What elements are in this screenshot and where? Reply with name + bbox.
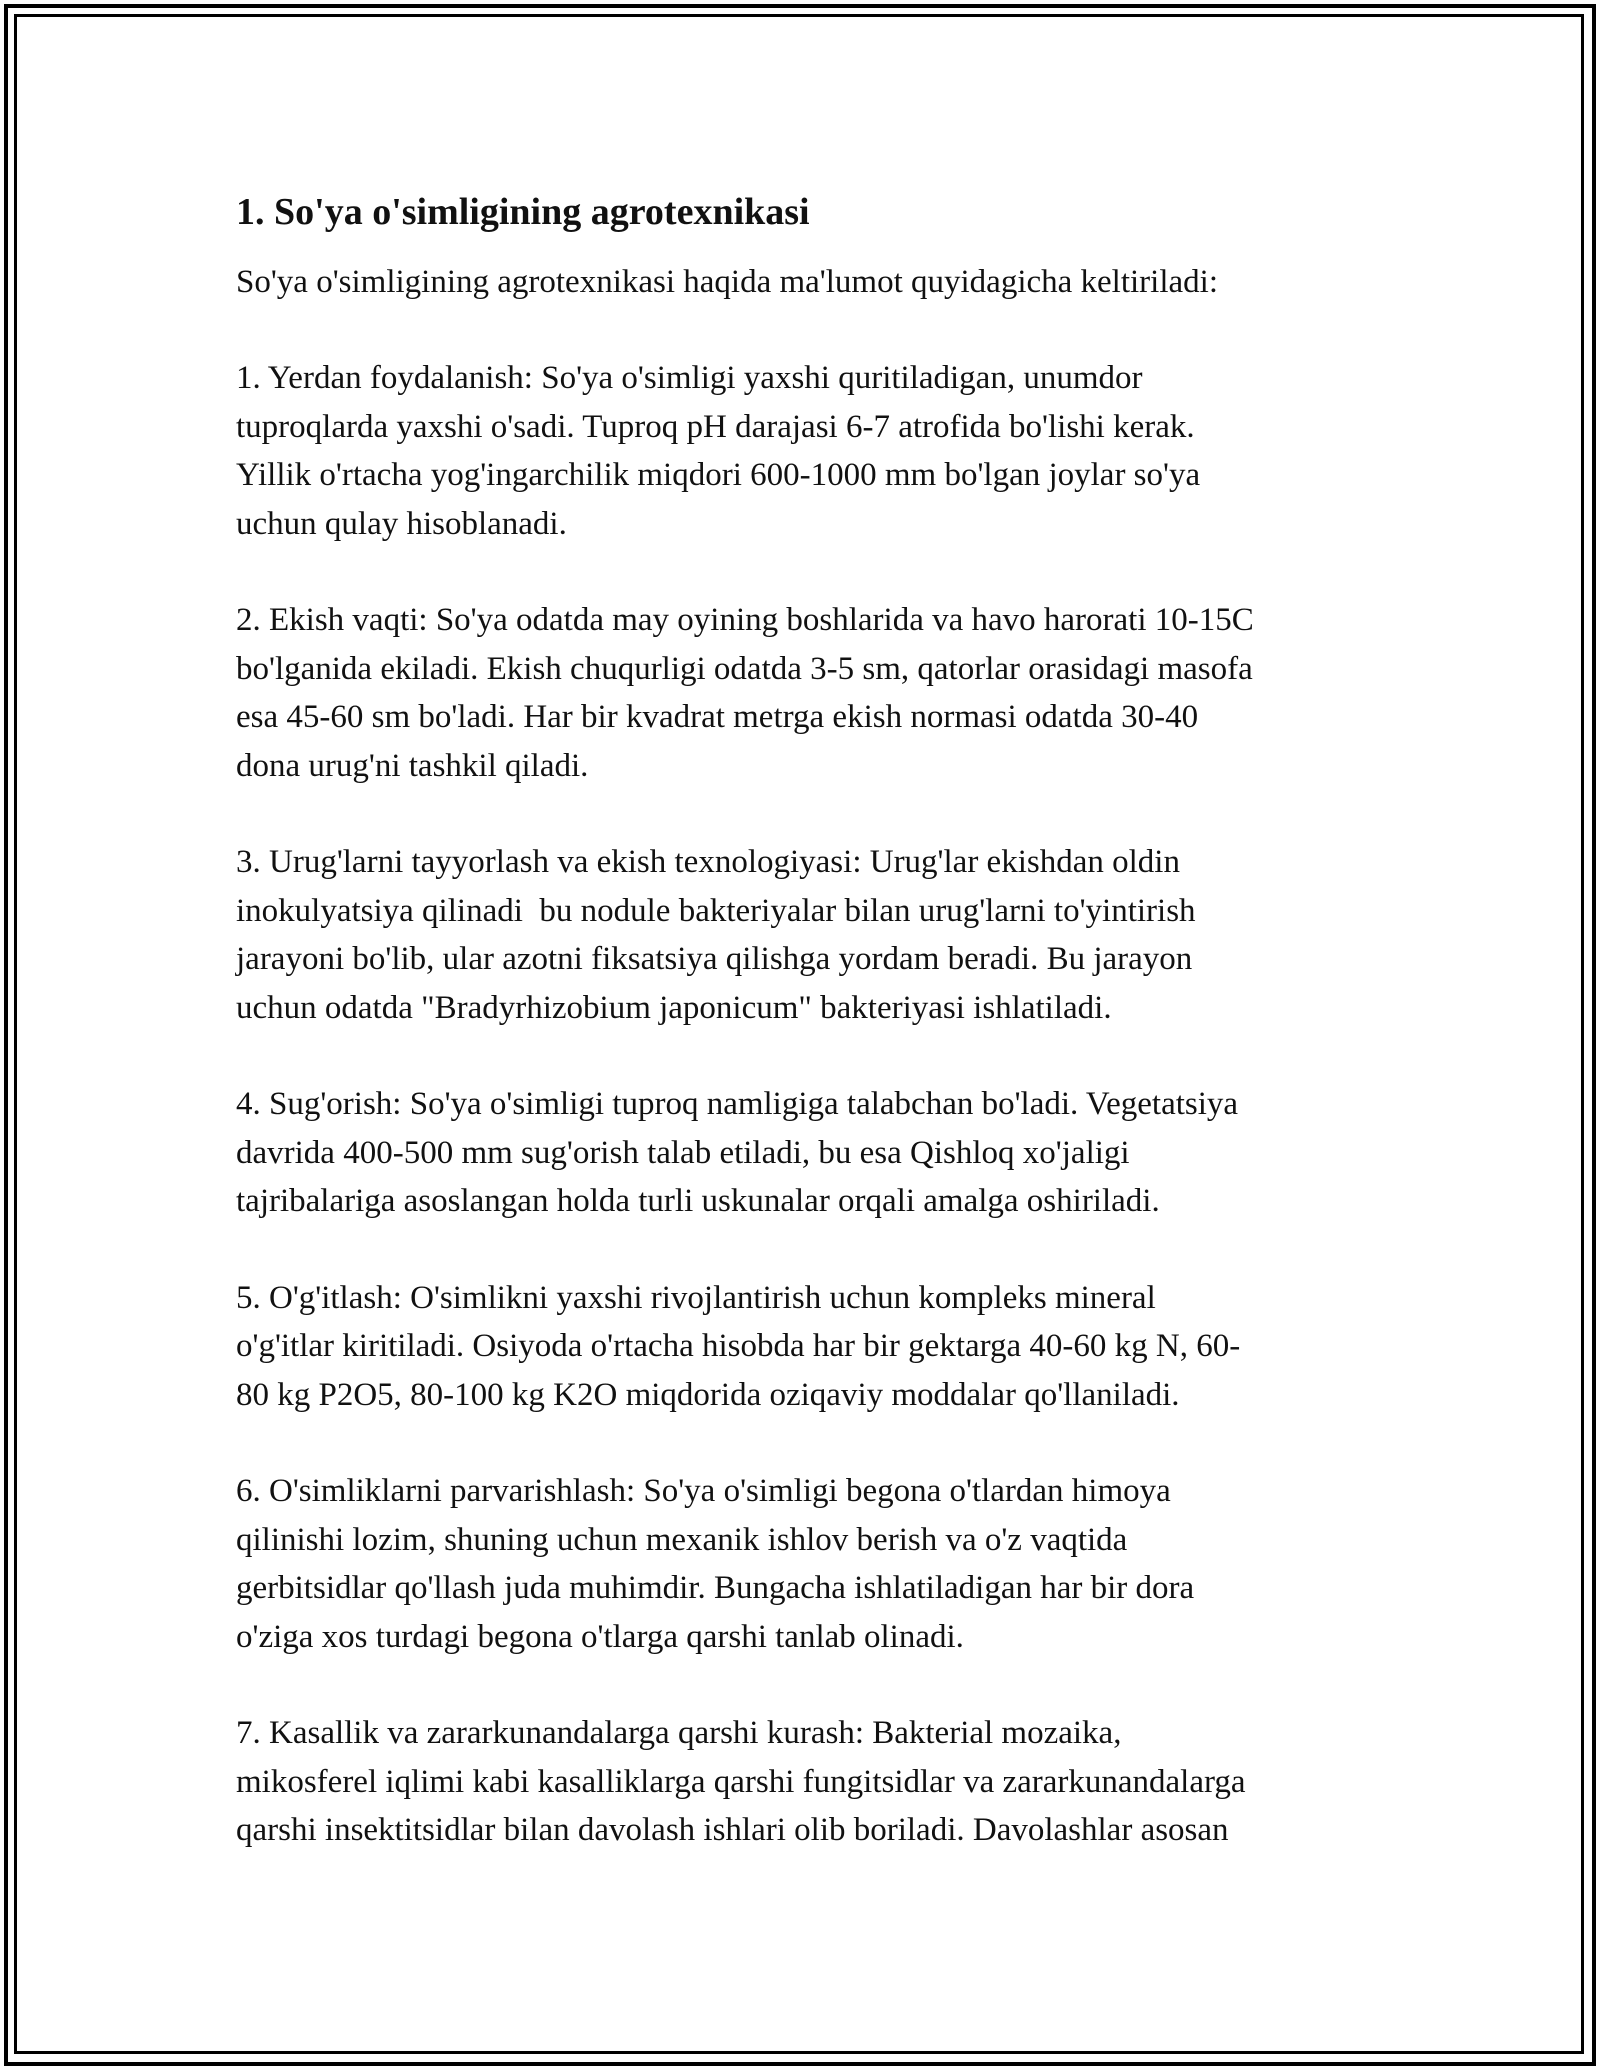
text-line: mikosferel iqlimi kabi kasalliklarga qarshi fungitsidlar va zararkunandalarga	[236, 1763, 1246, 1800]
text-line: dona urug'ni tashkil qiladi.	[236, 747, 589, 784]
text-line: qilinishi lozim, shuning uchun mexanik ishlov berish va o'z vaqtida	[236, 1521, 1128, 1558]
document-body	[236, 186, 1376, 1855]
text-line: gerbitsidlar qo'llash juda muhimdir. Bungacha ishlatiladigan har bir dora	[236, 1570, 1195, 1606]
section-fertilization	[236, 1274, 1376, 1420]
text-line: uchun odatda "Bradyrhizobium japonicum" bakteriyasi ishlatiladi.	[236, 989, 1112, 1026]
text-line: inokulyatsiya qilinadi bu nodule bakteriyalar bilan urug'larni to'yintirish	[236, 892, 1196, 929]
text-line: Yillik o'rtacha yog'ingarchilik miqdori 600-1000 mm bo'lgan joylar so'ya	[236, 457, 1201, 493]
text-line: 7. Kasallik va zararkunandalarga qarshi kurash: Bakterial mozaika,	[236, 1715, 1122, 1751]
text-line: 5. O'g'itlash: O'simlikni yaxshi rivojlantirish uchun kompleks mineral	[236, 1279, 1156, 1316]
intro-paragraph: So'ya o'simligining agrotexnikasi haqida ma'lumot quyidagicha keltiriladi:	[236, 264, 1218, 300]
text-line: jarayoni bo'lib, ular azotni fiksatsiya qilishga yordam beradi. Bu jarayon	[236, 941, 1193, 977]
section-pest-control	[236, 1709, 1376, 1855]
section-plant-care	[236, 1467, 1376, 1661]
text-line: qarshi insektitsidlar bilan davolash ishlari olib boriladi. Davolashlar asosan	[236, 1812, 1229, 1848]
text-line: 6. O'simliklarni parvarishlash: So'ya o'simligi begona o'tlardan himoya	[236, 1473, 1171, 1509]
text-line: davrida 400-500 mm sug'orish talab etiladi, bu esa Qishloq xo'jaligi	[236, 1134, 1130, 1171]
text-line: 2. Ekish vaqti: So'ya odatda may oyining boshlarida va havo harorati 10-15C	[236, 602, 1254, 638]
text-line: 3. Urug'larni tayyorlash va ekish texnologiyasi: Urug'lar ekishdan oldin	[236, 844, 1180, 880]
section-irrigation	[236, 1080, 1376, 1226]
text-line: o'g'itlar kiritiladi. Osiyoda o'rtacha hisobda har bir gektarga 40-60 kg N, 60-	[236, 1328, 1241, 1364]
section-land-use	[236, 354, 1376, 548]
text-line: o'ziga xos turdagi begona o'tlarga qarshi tanlab olinadi.	[236, 1618, 964, 1655]
text-line: esa 45-60 sm bo'ladi. Har bir kvadrat metrga ekish normasi odatda 30-40	[236, 699, 1199, 735]
text-line: bo'lganida ekiladi. Ekish chuqurligi odatda 3-5 sm, qatorlar orasidagi masofa	[236, 650, 1253, 687]
text-line: 4. Sug'orish: So'ya o'simligi tuproq namligiga talabchan bo'ladi. Vegetatsiya	[236, 1086, 1239, 1122]
text-line: tuproqlarda yaxshi o'sadi. Tuproq pH darajasi 6-7 atrofida bo'lishi kerak.	[236, 408, 1195, 445]
section-sowing-time	[236, 596, 1376, 790]
text-line: tajribalariga asoslangan holda turli uskunalar orqali amalga oshiriladi.	[236, 1183, 1160, 1219]
text-line: 1. Yerdan foydalanish: So'ya o'simligi yaxshi quritiladigan, unumdor	[236, 360, 1143, 396]
section-seed-preparation	[236, 838, 1376, 1032]
text-line: 80 kg P2O5, 80-100 kg K2O miqdorida oziqaviy moddalar qo'llaniladi.	[236, 1376, 1180, 1413]
document-title: 1. So'ya o'simligining agrotexnikasi	[236, 191, 810, 233]
text-line: uchun qulay hisoblanadi.	[236, 505, 567, 542]
